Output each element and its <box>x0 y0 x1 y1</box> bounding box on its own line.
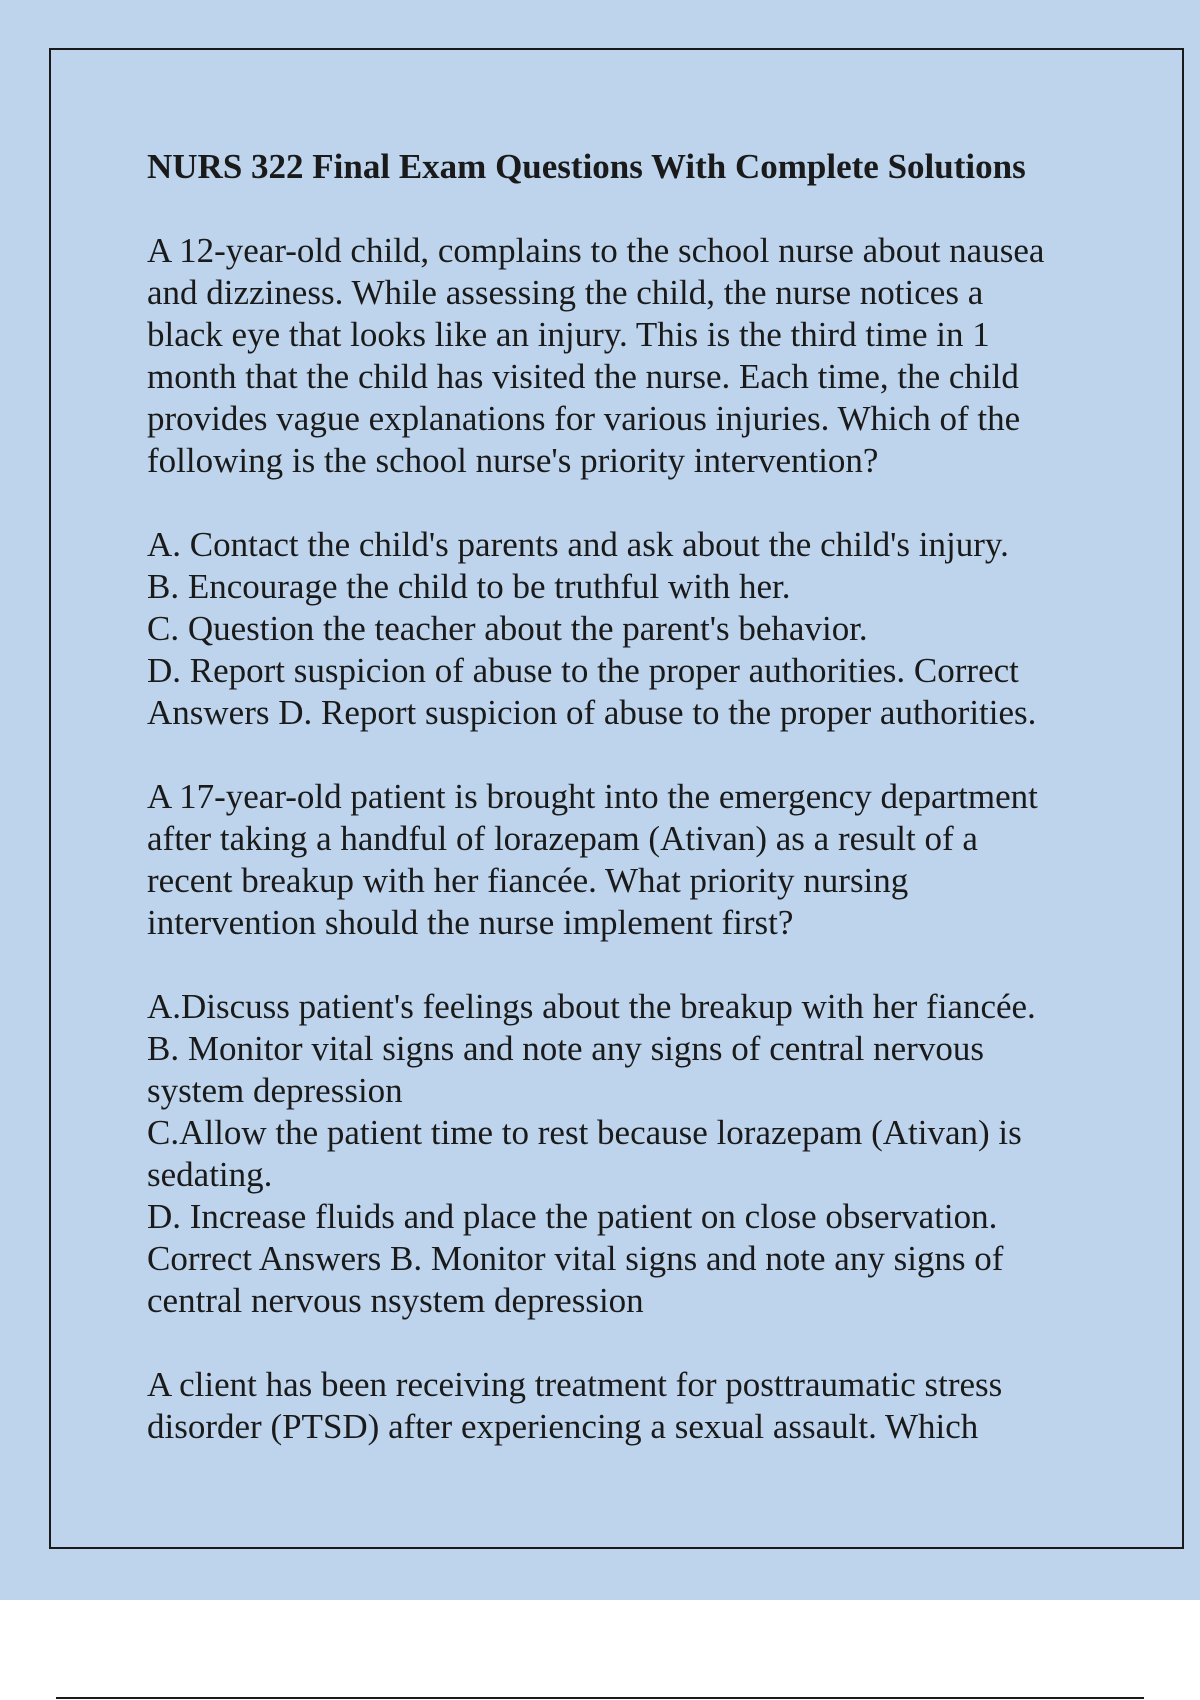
spacer <box>147 188 1147 230</box>
footer-divider <box>56 1697 1144 1699</box>
document-title: NURS 322 Final Exam Questions With Complete Solutions <box>147 147 1026 186</box>
spacer <box>147 1322 1147 1364</box>
spacer <box>147 482 1147 524</box>
document-body <box>147 146 1147 1448</box>
spacer <box>147 944 1147 986</box>
question-3-stem: A client has been receiving treatment for posttraumatic stress disorder (PTSD) after experiencing a sexual assault. Which <box>147 1365 1003 1446</box>
spacer <box>147 734 1147 776</box>
question-1-stem: A 12-year-old child, complains to the school nurse about nausea and dizziness. While assessing the child, the nurse notices a black eye that looks like an injury. This is the third time in 1 month that the child has visited the nurse. Each time, the child provides vague explanations for various injuries. Which of the following is the school nurse's priority intervention? <box>147 231 1045 480</box>
question-1-options: A. Contact the child's parents and ask about the child's injury. B. Encourage the child to be truthful with her. C. Question the teacher about the parent's behavior. D. Report suspicion of abuse to the proper authorities. Correct Answers D. Report suspicion of abuse to the proper authorities. <box>147 525 1037 732</box>
question-2-options: A.Discuss patient's feelings about the breakup with her fiancée. B. Monitor vital signs and note any signs of central nervous system depression C.Allow the patient time to rest because lorazepam (Ativan) is sedating. D. Increase fluids and place the patient on close observation. Correct Answers B. Monitor vital signs and note any signs of central nervous nsystem depression <box>147 987 1036 1320</box>
question-2-stem: A 17-year-old patient is brought into the emergency department after taking a handful of lorazepam (Ativan) as a result of a recent breakup with her fiancée. What priority nursing intervention should the nurse implement first? <box>147 777 1038 942</box>
content-frame <box>49 48 1184 1549</box>
